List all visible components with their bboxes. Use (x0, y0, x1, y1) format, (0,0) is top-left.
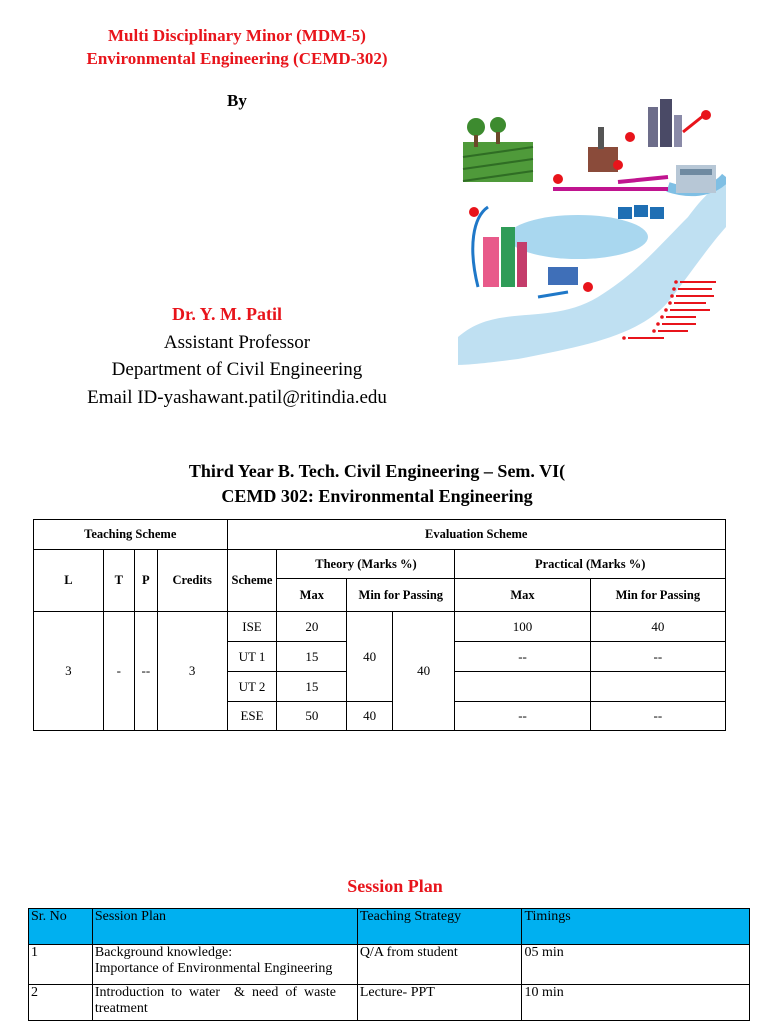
row-number: 1 (29, 945, 93, 985)
theory-min-combined: 40 (347, 612, 393, 702)
col-t-header: T (103, 550, 134, 612)
table-row (29, 945, 750, 985)
practical-max-cell: -- (455, 702, 590, 731)
row-timing: 10 min (522, 985, 750, 1021)
row-plan-line: Background knowledge: (94, 945, 233, 960)
row-plan (92, 945, 357, 985)
author-department: Department of Civil Engineering (111, 359, 363, 380)
col-l-header: L (34, 550, 104, 612)
theory-max-header: Max (277, 579, 347, 612)
p-value: -- (134, 612, 157, 731)
title-line-1: Multi Disciplinary Minor (MDM-5) (108, 26, 366, 45)
row-plan-line: treatment (94, 1001, 148, 1016)
max-cell: 20 (277, 612, 347, 642)
practical-min-header: Min for Passing (590, 579, 725, 612)
title-line-2: Environmental Engineering (CEMD-302) (86, 49, 388, 68)
table-row (29, 985, 750, 1021)
practical-min-cell: 40 (590, 612, 725, 642)
col-p-header: P (134, 550, 157, 612)
row-strategy: Q/A from student (357, 945, 522, 985)
session-plan-title: Session Plan (347, 876, 443, 896)
max-cell: 15 (277, 672, 347, 702)
practical-max-header: Max (455, 579, 590, 612)
row-plan-line: Importance of Environmental Engineering (94, 961, 333, 976)
practical-header: Practical (Marks %) (455, 550, 726, 579)
author-name: Dr. Y. M. Patil (172, 304, 282, 324)
water-cycle-illustration (458, 97, 726, 365)
practical-max-cell (455, 672, 590, 702)
max-cell: 15 (277, 642, 347, 672)
header-teaching-strategy: Teaching Strategy (357, 909, 522, 945)
theory-header: Theory (Marks %) (277, 550, 455, 579)
course-line-1: Third Year B. Tech. Civil Engineering – Sem. VI( (188, 461, 566, 481)
course-line-2: CEMD 302: Environmental Engineering (221, 486, 533, 506)
session-plan-table (28, 908, 750, 1021)
teaching-scheme-header: Teaching Scheme (34, 520, 228, 550)
t-value: - (103, 612, 134, 731)
practical-min-cell: -- (590, 702, 725, 731)
document-title (37, 24, 437, 70)
l-value: 3 (34, 612, 104, 731)
row-plan-line: Introduction to water & need of waste (94, 985, 336, 1000)
practical-min-cell: -- (590, 642, 725, 672)
scheme-cell: ESE (227, 702, 277, 731)
course-title (0, 459, 761, 509)
header-sr-no: Sr. No (29, 909, 93, 945)
row-timing: 05 min (522, 945, 750, 985)
practical-min-cell (590, 672, 725, 702)
scheme-cell: UT 2 (227, 672, 277, 702)
theory-min-overall: 40 (392, 612, 454, 731)
col-scheme-header: Scheme (227, 550, 277, 612)
row-number: 2 (29, 985, 93, 1021)
author-email: Email ID-yashawant.patil@ritindia.edu (87, 387, 387, 408)
credits-value: 3 (157, 612, 227, 731)
scheme-cell: ISE (227, 612, 277, 642)
author-designation: Assistant Professor (163, 332, 311, 353)
header-session-plan: Session Plan (92, 909, 357, 945)
theory-min-header: Min for Passing (347, 579, 455, 612)
scheme-table (33, 519, 726, 731)
max-cell: 50 (277, 702, 347, 731)
row-strategy: Lecture- PPT (357, 985, 522, 1021)
practical-max-cell: -- (455, 642, 590, 672)
by-label: By (227, 91, 247, 110)
row-plan (92, 985, 357, 1021)
col-credits-header: Credits (157, 550, 227, 612)
evaluation-scheme-header: Evaluation Scheme (227, 520, 725, 550)
practical-max-cell: 100 (455, 612, 590, 642)
header-timings: Timings (522, 909, 750, 945)
scheme-cell: UT 1 (227, 642, 277, 672)
min-cell: 40 (347, 702, 393, 731)
